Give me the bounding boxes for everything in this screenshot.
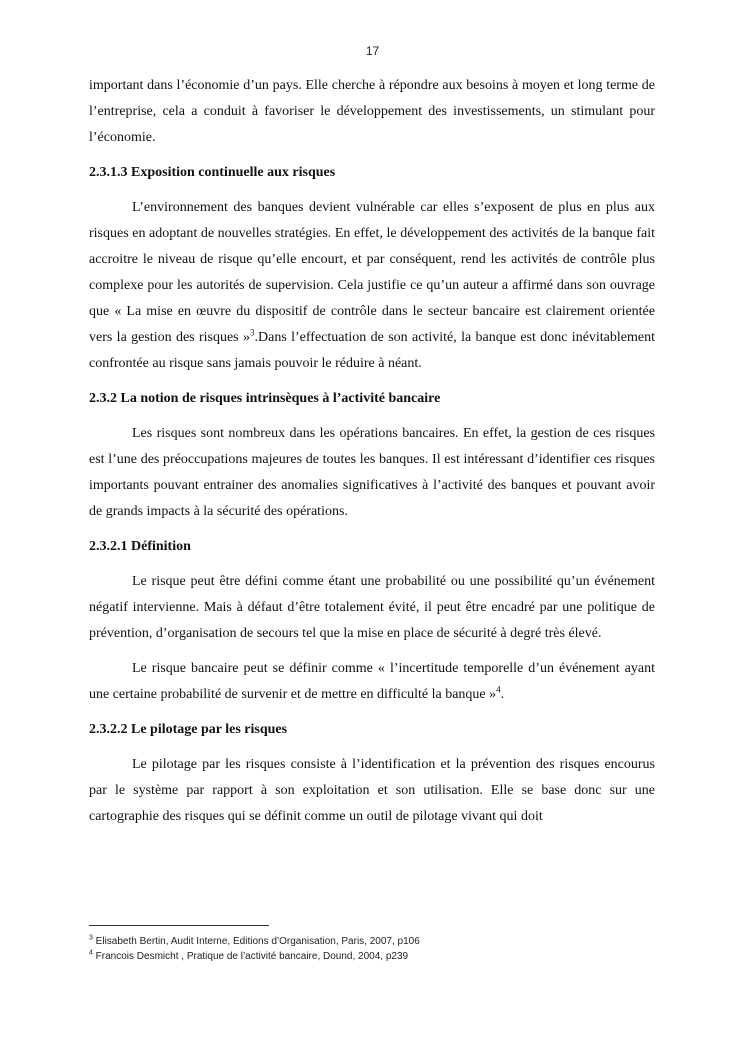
body-text [89, 73, 655, 839]
paragraph-exposition-part2: .Dans l’effectuation de son activité, la banque est donc inévitablement confrontée au risque sans jamais pouvoir le réduire à néant. [89, 330, 655, 371]
paragraph-definition: Le risque peut être défini comme étant une probabilité ou une possibilité qu’un événement négatif intervienne. Mais à défaut d’être totalement évité, il peut être encadré par une politique de prévention, d’organisation de secours tel que la mise en place de sécurité à degré très élevé. [89, 574, 655, 641]
footnote-ref-3[interactable]: 3 [250, 327, 255, 338]
footnote-4 [89, 949, 655, 964]
paragraph-exposition-part1: L’environnement des banques devient vulnérable car elles s’exposent de plus en plus aux risques en adoptant de nouvelles stratégies. En effet, le développement des activités de la banque fait accroitre le niveau de risque qu’elle encourt, et par conséquent, rend les activités de contrôle plus complexe pour les autorités de supervision. Cela justifie ce qu’un auteur a affirmé dans son ouvrage que « La mise en œuvre du dispositif de contrôle dans le secteur bancaire est clairement orientée vers la gestion des risques » [89, 200, 655, 345]
paragraph-risque-bancaire-part1: Le risque bancaire peut se définir comme « l’incertitude temporelle d’un événement ayant une certaine probabilité de survenir et de mettre en difficulté la banque » [89, 661, 655, 702]
footnote-text: Elisabeth Bertin, Audit Interne, Editions d’Organisation, Paris, 2007, p106 [92, 936, 420, 947]
heading-definition: 2.3.2.1 Définition [89, 539, 191, 554]
paragraph-exposition [89, 195, 655, 377]
heading-pilotage: 2.3.2.2 Le pilotage par les risques [89, 722, 288, 737]
paragraph-risque-bancaire [89, 656, 655, 708]
footnotes [89, 934, 655, 964]
footnote-text: Francois Desmicht , Pratique de l’activité bancaire, Dound, 2004, p239 [92, 951, 409, 962]
page-number: 17 [365, 44, 380, 58]
footnote-separator [89, 925, 269, 926]
paragraph-pilotage: Le pilotage par les risques consiste à l’identification et la prévention des risques encourus par le système par rapport à son exploitation et son utilisation. Elle se base donc sur une cartographie des risques qui se définit comme un outil de pilotage vivant qui doit [89, 757, 655, 824]
heading-notion-risques: 2.3.2 La notion de risques intrinsèques à l’activité bancaire [89, 391, 441, 406]
paragraph-risque-bancaire-part2: . [500, 687, 505, 702]
footnote-number: 3 [89, 934, 93, 942]
footnote-number: 4 [89, 949, 93, 957]
paragraph-continuation: important dans l’économie d’un pays. Elle cherche à répondre aux besoins à moyen et long terme de l’entreprise, cela a conduit à favoriser le développement des investissements, un stimulant pour l’économie. [89, 78, 655, 145]
heading-exposition-risques: 2.3.1.3 Exposition continuelle aux risques [89, 165, 336, 180]
footnote-ref-4[interactable]: 4 [496, 684, 501, 695]
footnote-3 [89, 934, 655, 949]
paragraph-notion-risques: Les risques sont nombreux dans les opérations bancaires. En effet, la gestion de ces risques est l’une des préoccupations majeures de toutes les banques. Il est intéressant d’identifier ces risques importants pouvant entrainer des anomalies significatives à l’activité des banques et pouvant avoir de grands impacts à la sécurité des opérations. [89, 426, 655, 519]
